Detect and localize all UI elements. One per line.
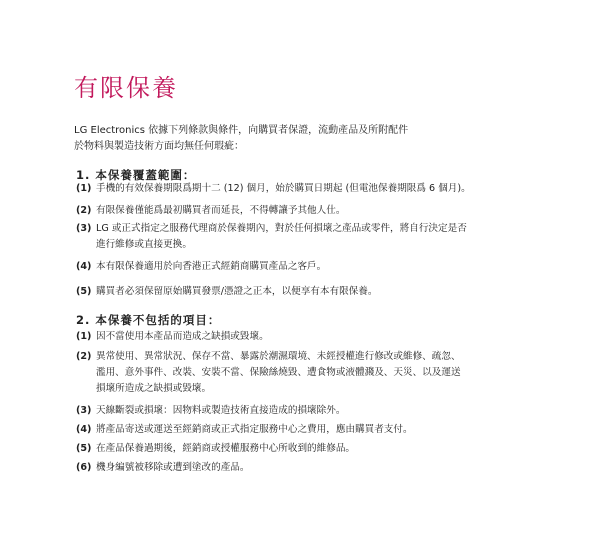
item-number: (1) xyxy=(76,331,92,342)
item-line: 機身編號被移除或遭到塗改的產品。 xyxy=(96,462,250,473)
item-text xyxy=(96,221,576,253)
item-text xyxy=(96,441,576,457)
item-text xyxy=(96,203,576,219)
item-line: 濫用、意外事件、改裝、安裝不當、保險絲燒毀、遭食物或液體濺及、天災、以及運送 xyxy=(96,367,461,378)
item-text xyxy=(96,259,576,275)
item-number: (2) xyxy=(76,205,92,216)
intro-line: 於物料與製造技術方面均無任何瑕疵： xyxy=(74,141,244,152)
item-line: 本有限保養適用於向香港正式經銷商購買產品之客戶。 xyxy=(96,261,327,272)
item-line: 購買者必須保留原始購買發票/憑證之正本，以便享有本有限保養。 xyxy=(96,286,378,297)
item-text xyxy=(96,349,576,397)
item-text xyxy=(96,181,576,197)
item-line: 手機的有效保養期限爲期十二 (12) 個月，始於購買日期起 (但電池保養期限爲 6 個月)。 xyxy=(96,183,471,194)
item-number: (5) xyxy=(76,286,92,297)
item-line: 天線斷裂或損壞：因物料或製造技術直接造成的損壞除外。 xyxy=(96,405,346,416)
item-line: 有限保養僅能爲最初購買者而延長，不得轉讓予其他人仕。 xyxy=(96,205,346,216)
item-text xyxy=(96,460,576,476)
item-line: 損壞所造成之缺損或毀壞。 xyxy=(96,383,212,394)
item-number: (1) xyxy=(76,183,92,194)
item-line: 異常使用、異常狀況、保存不當、暴露於潮濕環境、未經授權進行修改或維修、疏忽、 xyxy=(96,351,461,362)
item-number: (6) xyxy=(76,462,92,473)
item-number: (3) xyxy=(76,405,92,416)
item-text xyxy=(96,422,576,438)
intro-paragraph xyxy=(74,123,544,155)
item-text xyxy=(96,329,576,345)
item-line: 進行維修或直接更換。 xyxy=(96,239,192,250)
item-line: 將產品寄送或運送至經銷商或正式指定服務中心之費用，應由購買者支付。 xyxy=(96,424,413,435)
intro-line: LG Electronics 依據下列條款與條件，向購買者保證，流動產品及所附配件 xyxy=(74,125,409,136)
item-text xyxy=(96,284,576,300)
section-2-heading: 2. 本保養不包括的項目： xyxy=(76,313,221,327)
item-line: LG 或正式指定之服務代理商於保養期內，對於任何損壞之產品或零件，將自行決定是否 xyxy=(96,223,467,234)
item-number: (4) xyxy=(76,261,92,272)
item-number: (2) xyxy=(76,351,92,362)
item-text xyxy=(96,403,576,419)
item-number: (4) xyxy=(76,424,92,435)
item-number: (3) xyxy=(76,223,92,234)
page-title: 有限保養 xyxy=(74,74,178,102)
section-1-heading: 1. 本保養覆蓋範圍： xyxy=(76,168,196,182)
item-line: 在產品保養過期後，經銷商或授權服務中心所收到的維修品。 xyxy=(96,443,356,454)
item-line: 因不當使用本產品而造成之缺損或毀壞。 xyxy=(96,331,269,342)
item-number: (5) xyxy=(76,443,92,454)
